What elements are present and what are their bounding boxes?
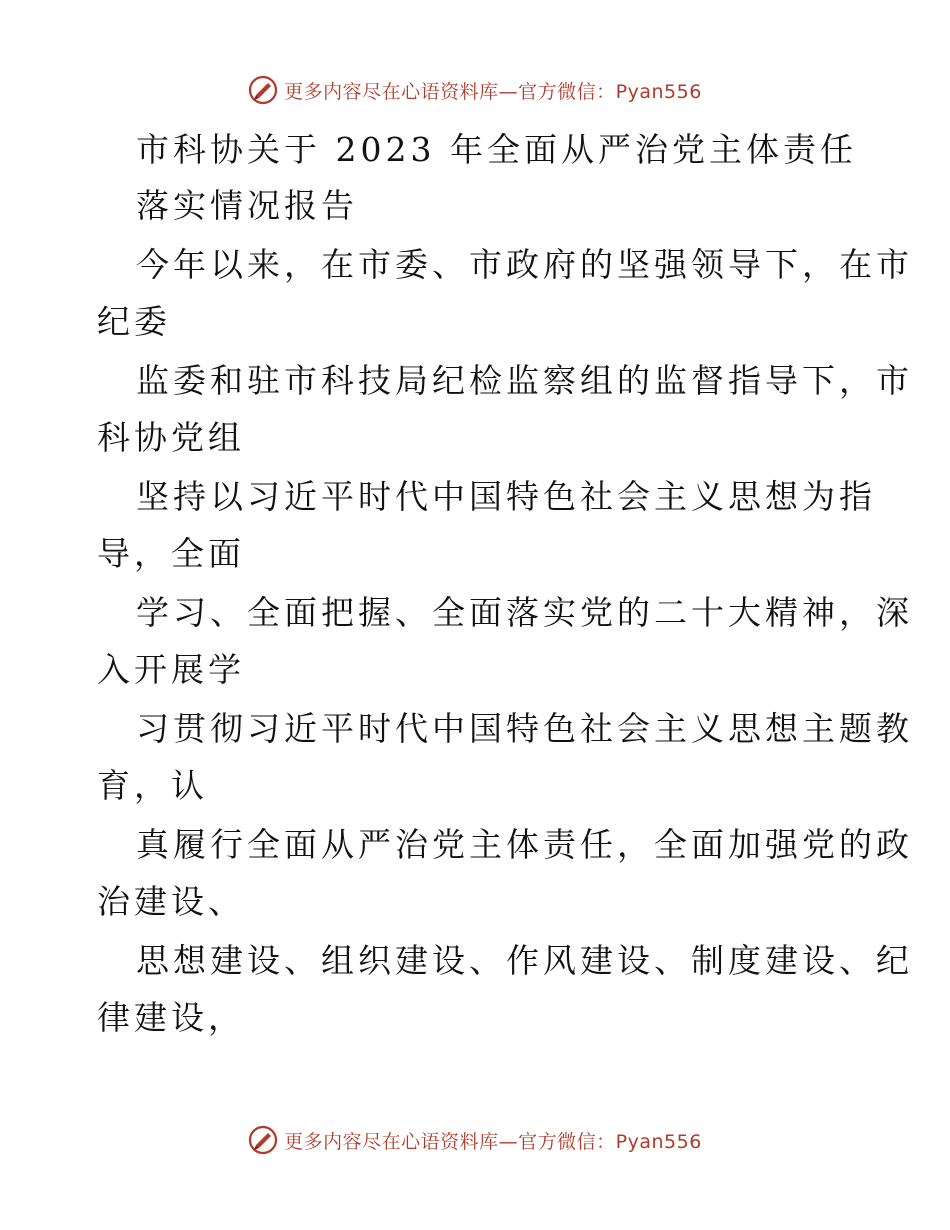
paragraph-line: 律建设，: [97, 998, 245, 1037]
paragraph-line: 监委和驻市科技局纪检监察组的监督指导下，市: [136, 361, 913, 400]
title-line-1: 市科协关于 2023 年全面从严治党主体责任: [136, 130, 857, 169]
paragraph-line: 治建设、: [97, 882, 245, 921]
paragraph-line: 学习、全面把握、全面落实党的二十大精神，深: [136, 593, 913, 632]
paragraph-line: 育，认: [97, 766, 208, 805]
paragraph-line: 真履行全面从严治党主体责任，全面加强党的政: [136, 825, 913, 864]
paragraph-line: 今年以来，在市委、市政府的坚强领导下，在市: [136, 245, 913, 284]
seal-logo-icon: [248, 1125, 278, 1155]
paragraph-line: 入开展学: [97, 650, 245, 689]
paragraph-line: 坚持以习近平时代中国特色社会主义思想为指: [136, 477, 876, 516]
paragraph-line: 科协党组: [97, 418, 245, 457]
paragraph-line: 纪委: [97, 302, 171, 341]
header-watermark: [0, 70, 950, 110]
paragraph-line: 导，全面: [97, 534, 245, 573]
paragraph-line: 习贯彻习近平时代中国特色社会主义思想主题教: [136, 709, 913, 748]
footer-watermark: [0, 1120, 950, 1160]
watermark-text: 更多内容尽在心语资料库—官方微信：Pyan556: [284, 1130, 702, 1153]
title-line-2: 落实情况报告: [136, 186, 358, 225]
watermark-text: 更多内容尽在心语资料库—官方微信：Pyan556: [284, 80, 702, 103]
seal-logo-icon: [248, 75, 278, 105]
paragraph-line: 思想建设、组织建设、作风建设、制度建设、纪: [136, 941, 913, 980]
